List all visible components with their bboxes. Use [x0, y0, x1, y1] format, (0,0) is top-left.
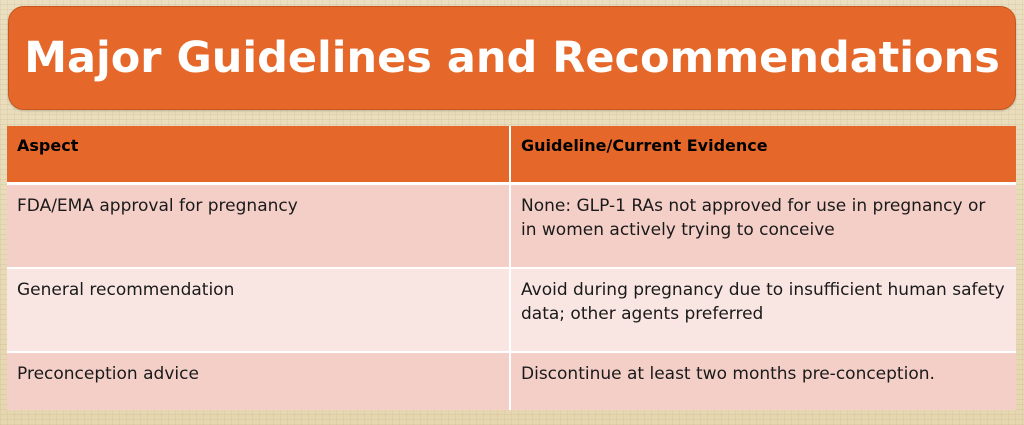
guidelines-table-container — [7, 126, 1016, 410]
column-header-aspect: Aspect — [7, 126, 510, 183]
cell-evidence: Avoid during pregnancy due to insufficient human safety data; other agents preferred — [510, 268, 1016, 353]
cell-aspect: General recommendation — [7, 268, 510, 353]
table-header-row — [7, 126, 1016, 183]
cell-evidence: None: GLP-1 RAs not approved for use in pregnancy or in women actively trying to conceive — [510, 183, 1016, 268]
cell-evidence: Discontinue at least two months pre-conception. — [510, 352, 1016, 410]
table-row — [7, 268, 1016, 353]
guidelines-table — [7, 126, 1016, 410]
title-banner — [8, 6, 1016, 110]
table-row — [7, 183, 1016, 268]
column-header-evidence: Guideline/Current Evidence — [510, 126, 1016, 183]
cell-aspect: Preconception advice — [7, 352, 510, 410]
cell-aspect: FDA/EMA approval for pregnancy — [7, 183, 510, 268]
table-row — [7, 352, 1016, 410]
slide-title: Major Guidelines and Recommendations — [24, 33, 1000, 83]
